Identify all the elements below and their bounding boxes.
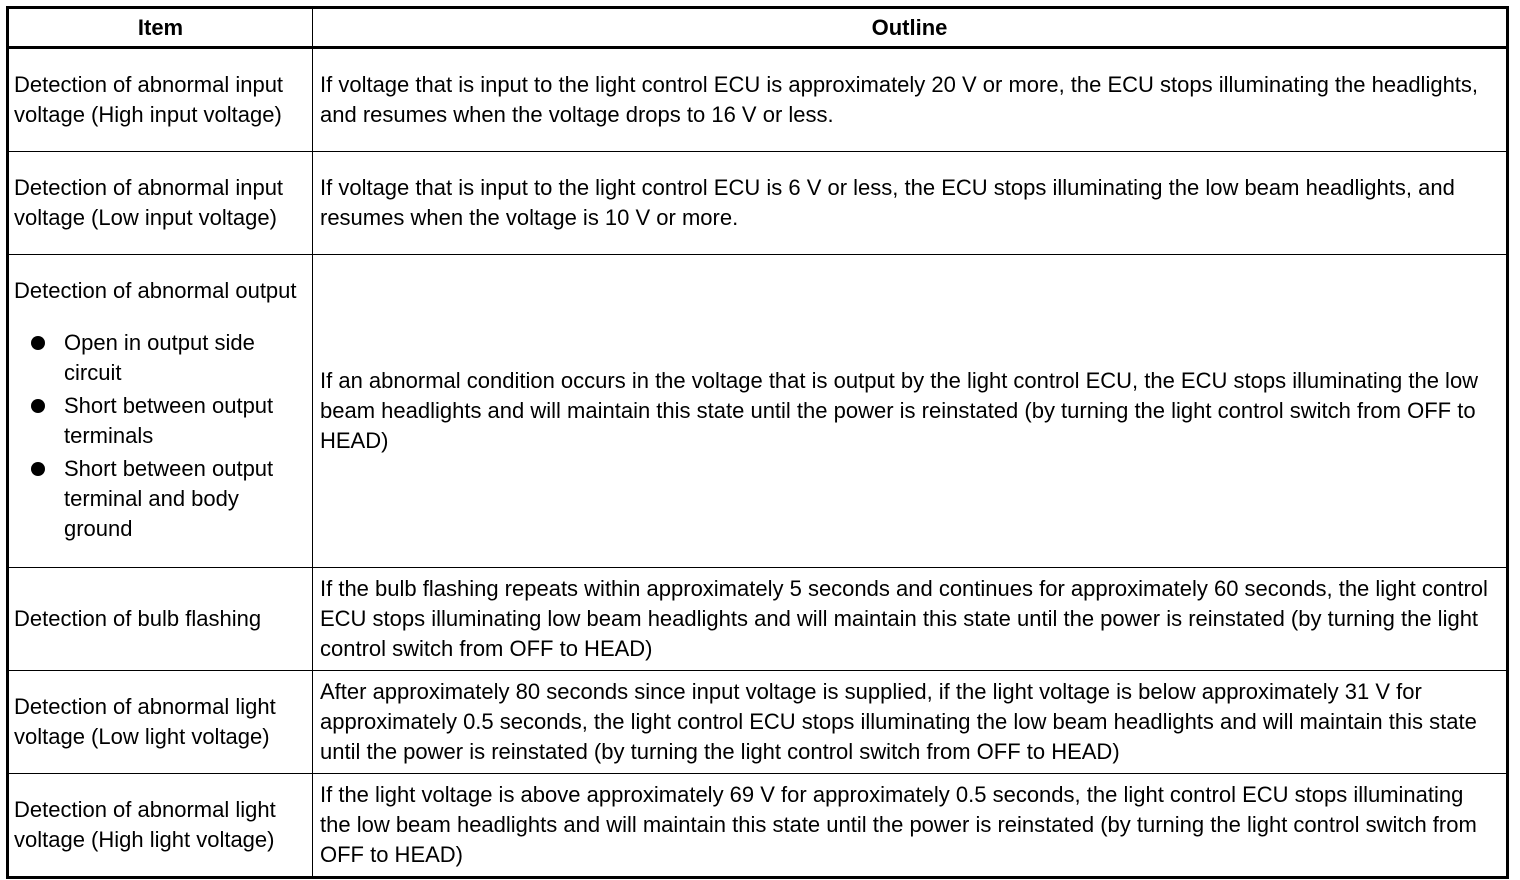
bullet-text: Short between output terminal and body ground bbox=[64, 455, 274, 541]
table-row bbox=[8, 671, 1508, 774]
row-item: Detection of abnormal output bbox=[14, 277, 297, 303]
table-row bbox=[8, 255, 1508, 568]
row-outline: After approximately 80 seconds since input voltage is supplied, if the light voltage is below approximately 31 V for approximately 0.5 seconds, the light control ECU stops illuminating the low beam headlights and will maintain this state until the power is reinstated (by turning the light control switch from OFF to HEAD) bbox=[313, 671, 1508, 774]
header-outline: Outline bbox=[313, 8, 1508, 48]
table-row bbox=[8, 152, 1508, 255]
row-item: Detection of bulb flashing bbox=[8, 568, 313, 671]
list-item bbox=[14, 391, 306, 451]
row-item: Detection of abnormal light voltage (Low light voltage) bbox=[8, 671, 313, 774]
fail-safe-table bbox=[6, 6, 1509, 879]
list-item bbox=[14, 328, 306, 388]
header-row bbox=[8, 8, 1508, 48]
row-item: Detection of abnormal input voltage (Low input voltage) bbox=[8, 152, 313, 255]
bullet-dot-icon bbox=[31, 399, 45, 413]
list-item bbox=[14, 454, 306, 544]
row-item: Detection of abnormal input voltage (High input voltage) bbox=[8, 48, 313, 152]
bullet-dot-icon bbox=[31, 336, 45, 350]
row-item: Detection of abnormal light voltage (High light voltage) bbox=[8, 774, 313, 878]
row-outline: If voltage that is input to the light control ECU is approximately 20 V or more, the ECU stops illuminating the headlights, and resumes when the voltage drops to 16 V or less. bbox=[313, 48, 1508, 152]
row-outline: If voltage that is input to the light control ECU is 6 V or less, the ECU stops illuminating the low beam headlights, and resumes when the voltage is 10 V or more. bbox=[313, 152, 1508, 255]
row-item-with-bullets bbox=[8, 255, 313, 568]
bullet-text: Open in output side circuit bbox=[64, 329, 255, 385]
row-outline: If an abnormal condition occurs in the voltage that is output by the light control ECU, the ECU stops illuminating the low beam headlights and will maintain this state until the power is reinstated (by turning the light control switch from OFF to HEAD) bbox=[313, 255, 1508, 568]
header-item: Item bbox=[8, 8, 313, 48]
table-row bbox=[8, 774, 1508, 878]
bullet-text: Short between output terminals bbox=[64, 392, 274, 448]
table-row bbox=[8, 48, 1508, 152]
bullet-dot-icon bbox=[31, 462, 45, 476]
table-row bbox=[8, 568, 1508, 671]
row-outline: If the light voltage is above approximately 69 V for approximately 0.5 seconds, the light control ECU stops illuminating the low beam headlights and will maintain this state until the power is reinstated (by turning the light control switch from OFF to HEAD) bbox=[313, 774, 1508, 878]
row-outline: If the bulb flashing repeats within approximately 5 seconds and continues for approximately 60 seconds, the light control ECU stops illuminating low beam headlights and will maintain this state until the power is reinstated (by turning the light control switch from OFF to HEAD) bbox=[313, 568, 1508, 671]
bullet-list bbox=[14, 328, 306, 544]
